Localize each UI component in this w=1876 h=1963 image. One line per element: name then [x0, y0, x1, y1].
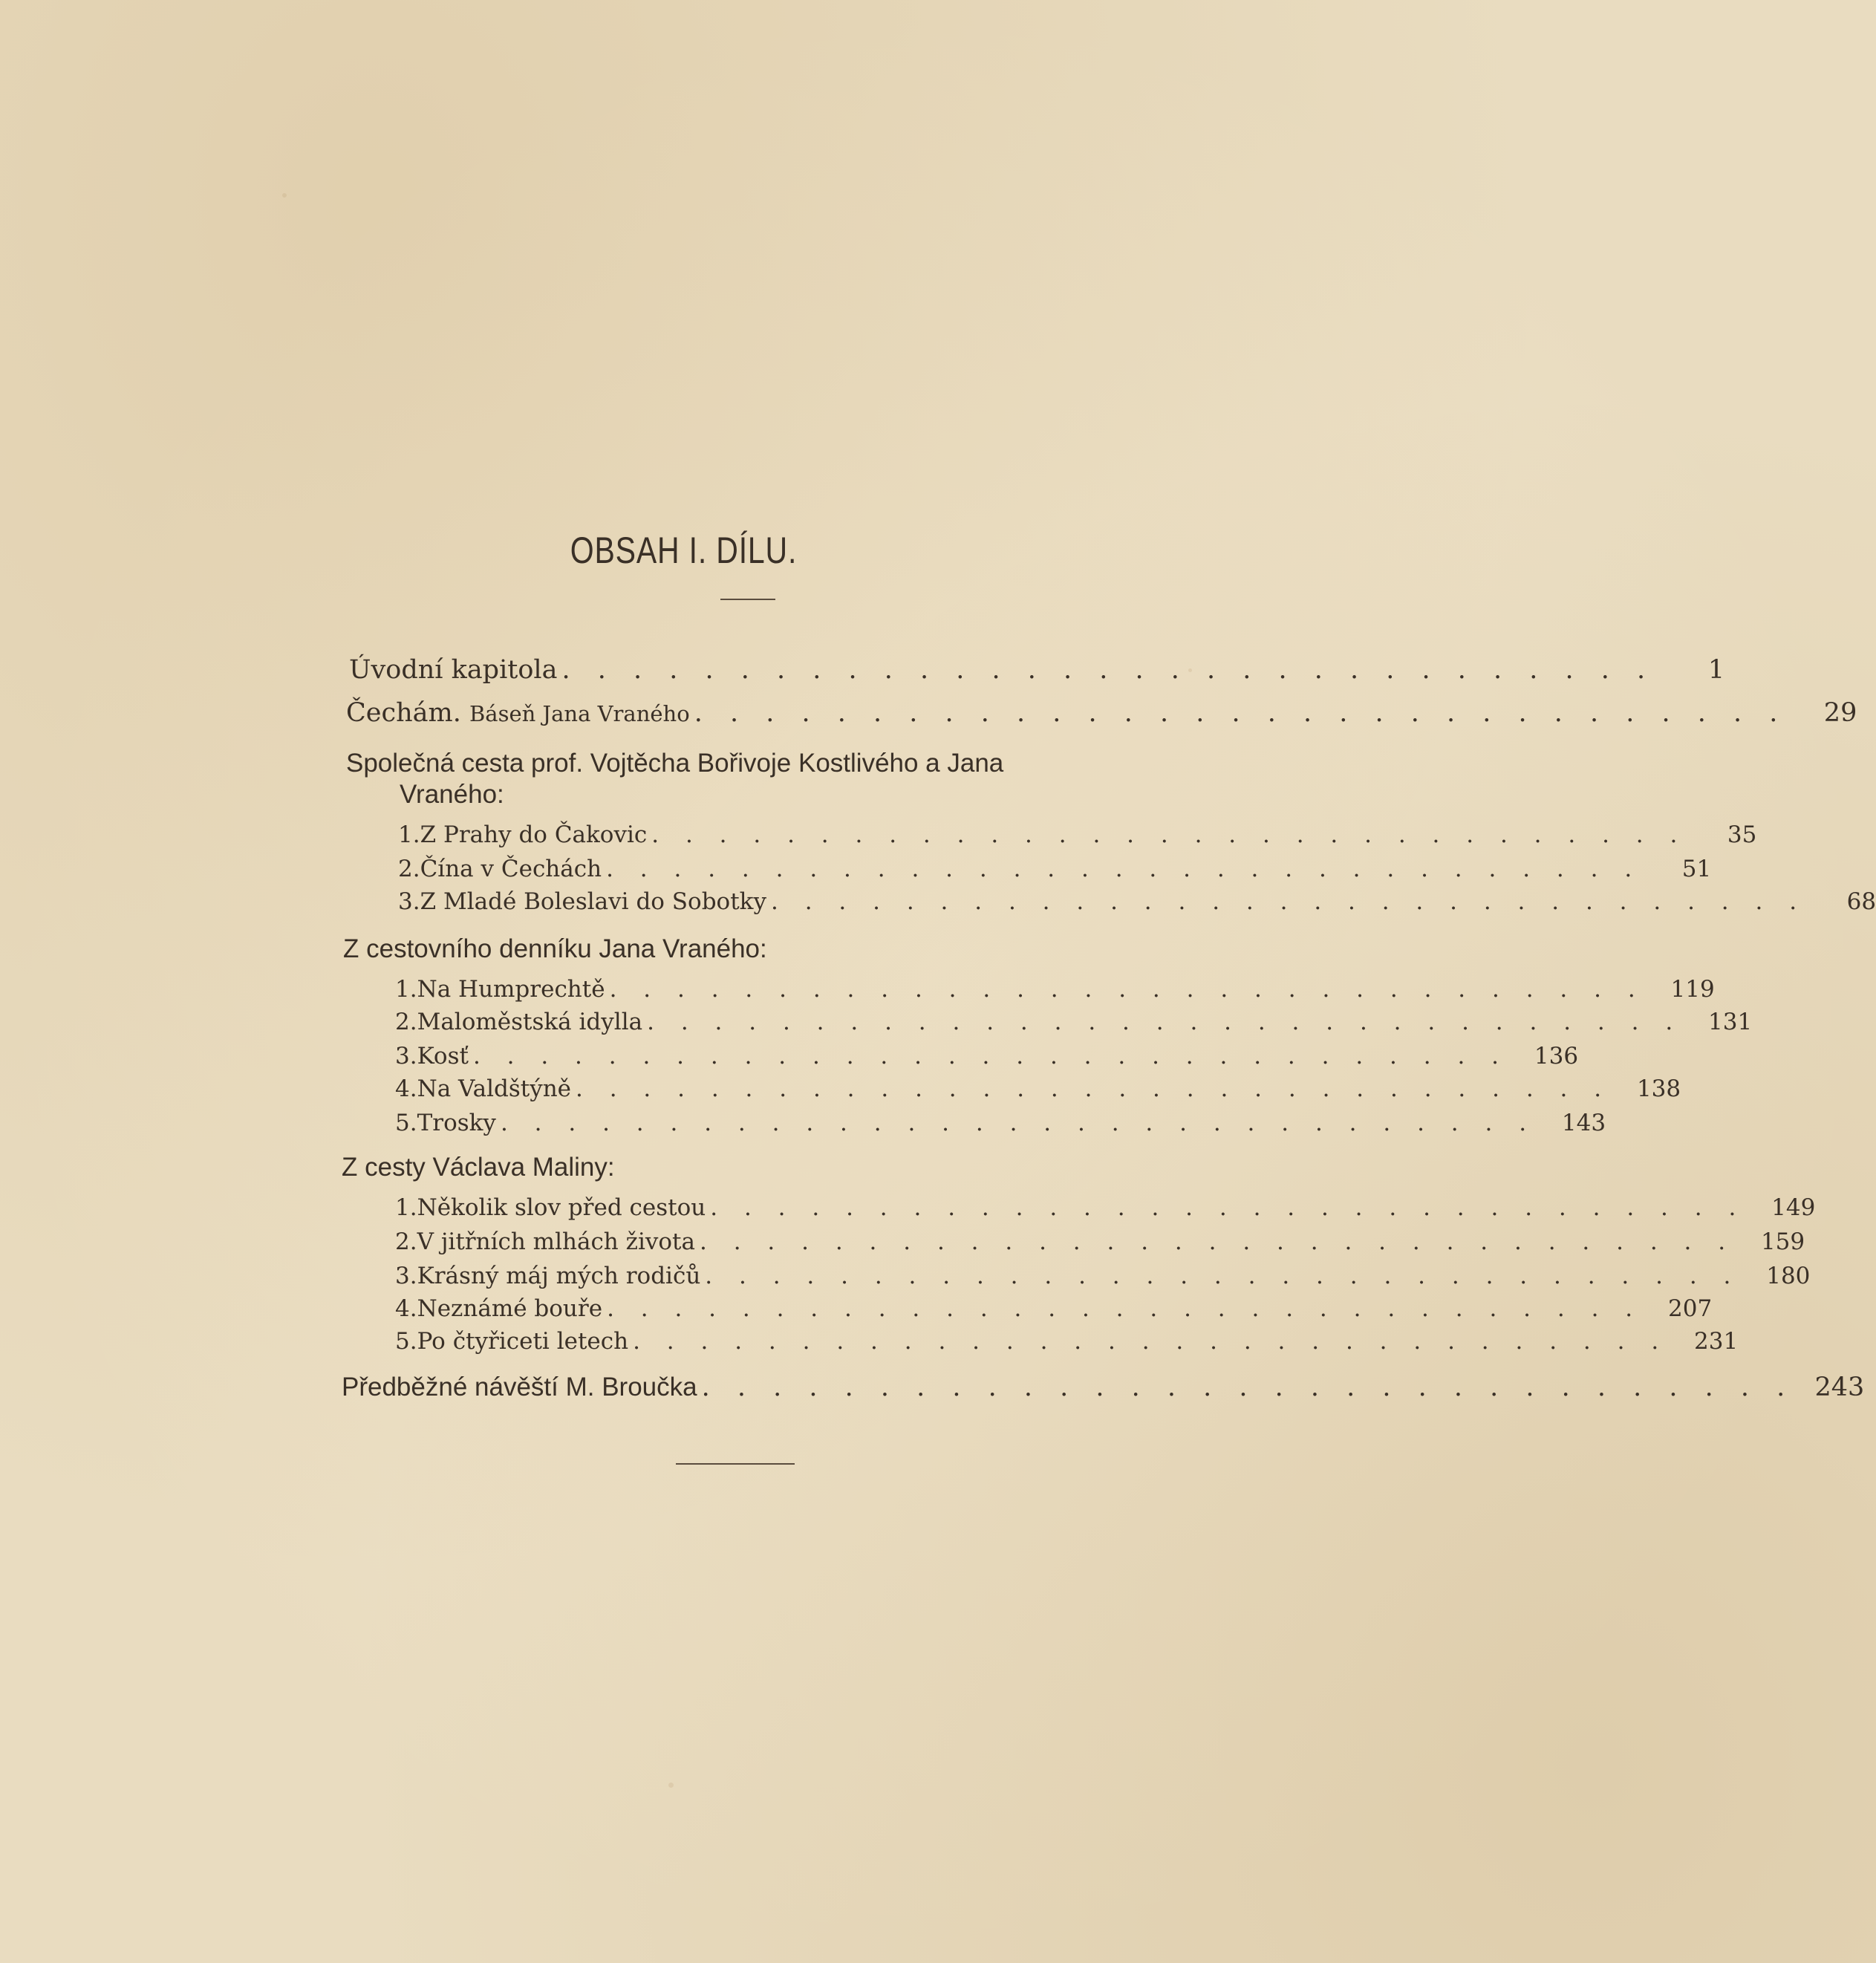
section-heading: Společná cesta prof. Vojtěcha Bořivoje Kostlivého a Jana	[346, 749, 1004, 778]
toc-subentry	[395, 1295, 1713, 1322]
leader-dots: . . . . . . . . . . . . . . . . . . . . . . . . . . . . . . .	[651, 821, 1687, 848]
leader-dots: . . . . . . . . . . . . . . . . . . . . . . . . . . . . . . .	[705, 1263, 1741, 1289]
item-number: 5.	[395, 1328, 417, 1355]
section-heading: Z cestovního denníku Jana Vraného:	[343, 934, 767, 963]
toc-entry-subtitle: Báseň Jana Vraného	[469, 701, 690, 726]
closing-divider	[676, 1463, 795, 1465]
toc-entry-label: Z Mladé Boleslavi do Sobotky	[420, 888, 766, 915]
leader-dots: . . . . . . . . . . . . . . . . . . . . . . . . . . . . . . .	[500, 1110, 1537, 1136]
item-number: 3.	[395, 1263, 417, 1289]
toc-subentry	[398, 856, 1712, 882]
toc-subentry	[398, 888, 1876, 915]
toc-entry-label: Trosky	[417, 1110, 496, 1136]
toc-entry-page: 29	[1823, 698, 1857, 728]
item-number: 3.	[398, 888, 420, 915]
leader-dots: . . . . . . . . . . . . . . . . . . . . . . . . . . . . . . .	[606, 856, 1642, 882]
leader-dots: . . . . . . . . . . . . . . . . . . . . . . . . . . . . . . .	[472, 1043, 1509, 1070]
toc-subentry	[395, 1075, 1681, 1102]
toc-entry-page: 136	[1534, 1043, 1579, 1070]
toc-entry-page: 231	[1694, 1328, 1739, 1355]
toc-subentry	[395, 1043, 1579, 1070]
toc-entry-label: Kosť	[417, 1043, 469, 1070]
toc-entry-intro	[349, 655, 1725, 685]
toc-entry-label: Úvodní kapitola	[349, 655, 558, 685]
leader-dots: . . . . . . . . . . . . . . . . . . . . . . . . . . . . . . .	[609, 976, 1645, 1003]
leader-dots: . . . . . . . . . . . . . . . . . . . . . . . . . . . . . . .	[647, 1009, 1683, 1035]
toc-entry-label: Čechám. Báseň Jana Vraného	[346, 698, 690, 728]
section-heading-continued: Vraného:	[400, 780, 504, 809]
toc-entry-label: Z Prahy do Čakovic	[420, 821, 648, 848]
leader-dots: . . . . . . . . . . . . . . . . . . . . . . . . . . . . . . .	[710, 1194, 1746, 1221]
leader-dots: . . . . . . . . . . . . . . . . . . . . . . . . . . . . . . .	[633, 1328, 1669, 1355]
toc-entry-label: Neznámé bouře	[417, 1295, 603, 1322]
leader-dots: . . . . . . . . . . . . . . . . . . . . . . . . . . . . . . .	[607, 1295, 1643, 1322]
toc-subentry	[395, 1228, 1805, 1255]
leader-dots: . . . . . . . . . . . . . . . . . . . . . . . . . . . . . . .	[700, 1228, 1736, 1255]
toc-entry-page: 68	[1846, 888, 1876, 915]
toc-entry-page: 119	[1670, 976, 1715, 1003]
item-number: 2.	[398, 856, 420, 882]
item-number: 1.	[395, 1194, 417, 1221]
toc-entry-label: Předběžné návěští M. Broučka	[342, 1373, 697, 1402]
toc-entry-final	[342, 1373, 1865, 1402]
toc-subentry	[395, 976, 1715, 1003]
toc-entry-page: 51	[1681, 856, 1712, 882]
toc-entry-page: 131	[1708, 1009, 1753, 1035]
leader-dots: . . . . . . . . . . . . . . . . . . . . . . . . . . . . . . .	[576, 1075, 1612, 1102]
toc-entry-label: Čína v Čechách	[420, 856, 602, 882]
toc-entry-cecham	[346, 698, 1857, 728]
toc-entry-page: 243	[1814, 1373, 1865, 1402]
toc-entry-label: Na Valdštýně	[417, 1075, 572, 1102]
toc-entry-label: Po čtyřiceti letech	[417, 1328, 629, 1355]
item-number: 4.	[395, 1295, 417, 1322]
toc-entry-label: Krásný máj mých rodičů	[417, 1263, 701, 1289]
leader-dots: . . . . . . . . . . . . . . . . . . . . . . . . . . . . . . .	[701, 1373, 1795, 1402]
item-number: 1.	[395, 976, 417, 1003]
toc-entry-page: 143	[1561, 1110, 1606, 1136]
title-divider	[720, 599, 775, 600]
item-number: 5.	[395, 1110, 417, 1136]
toc-subentry	[395, 1009, 1753, 1035]
item-number: 2.	[395, 1009, 417, 1035]
toc-entry-page: 180	[1766, 1263, 1811, 1289]
item-number: 3.	[395, 1043, 417, 1070]
leader-dots: . . . . . . . . . . . . . . . . . . . . . . . . . . . . . . .	[694, 698, 1788, 728]
leader-dots: . . . . . . . . . . . . . . . . . . . . . . . . . . . . . . .	[561, 655, 1655, 685]
toc-entry-page: 35	[1727, 821, 1757, 848]
toc-subentry	[395, 1263, 1811, 1289]
toc-entry-label: Několik slov před cestou	[417, 1194, 706, 1221]
toc-entry-label: V jitřních mlhách života	[417, 1228, 695, 1255]
item-number: 1.	[398, 821, 420, 848]
toc-entry-page: 1	[1707, 655, 1725, 685]
toc-subentry	[395, 1328, 1739, 1355]
toc-entry-page: 159	[1760, 1228, 1805, 1255]
section-heading: Z cesty Václava Maliny:	[342, 1153, 615, 1182]
toc-entry-page: 149	[1771, 1194, 1816, 1221]
leader-dots: . . . . . . . . . . . . . . . . . . . . . . . . . . . . . . .	[770, 888, 1807, 915]
toc-entry-page: 138	[1636, 1075, 1681, 1102]
paper-speck	[282, 193, 287, 198]
item-number: 4.	[395, 1075, 417, 1102]
toc-subentry	[395, 1110, 1606, 1136]
item-number: 2.	[395, 1228, 417, 1255]
toc-subentry	[395, 1194, 1816, 1221]
paper-speck	[668, 1783, 674, 1788]
page-title: OBSAH I. DÍLU.	[570, 530, 798, 571]
toc-entry-label: Maloměstská idylla	[417, 1009, 643, 1035]
toc-entry-page: 207	[1668, 1295, 1713, 1322]
toc-subentry	[398, 821, 1757, 848]
toc-entry-label: Na Humprechtě	[417, 976, 605, 1003]
